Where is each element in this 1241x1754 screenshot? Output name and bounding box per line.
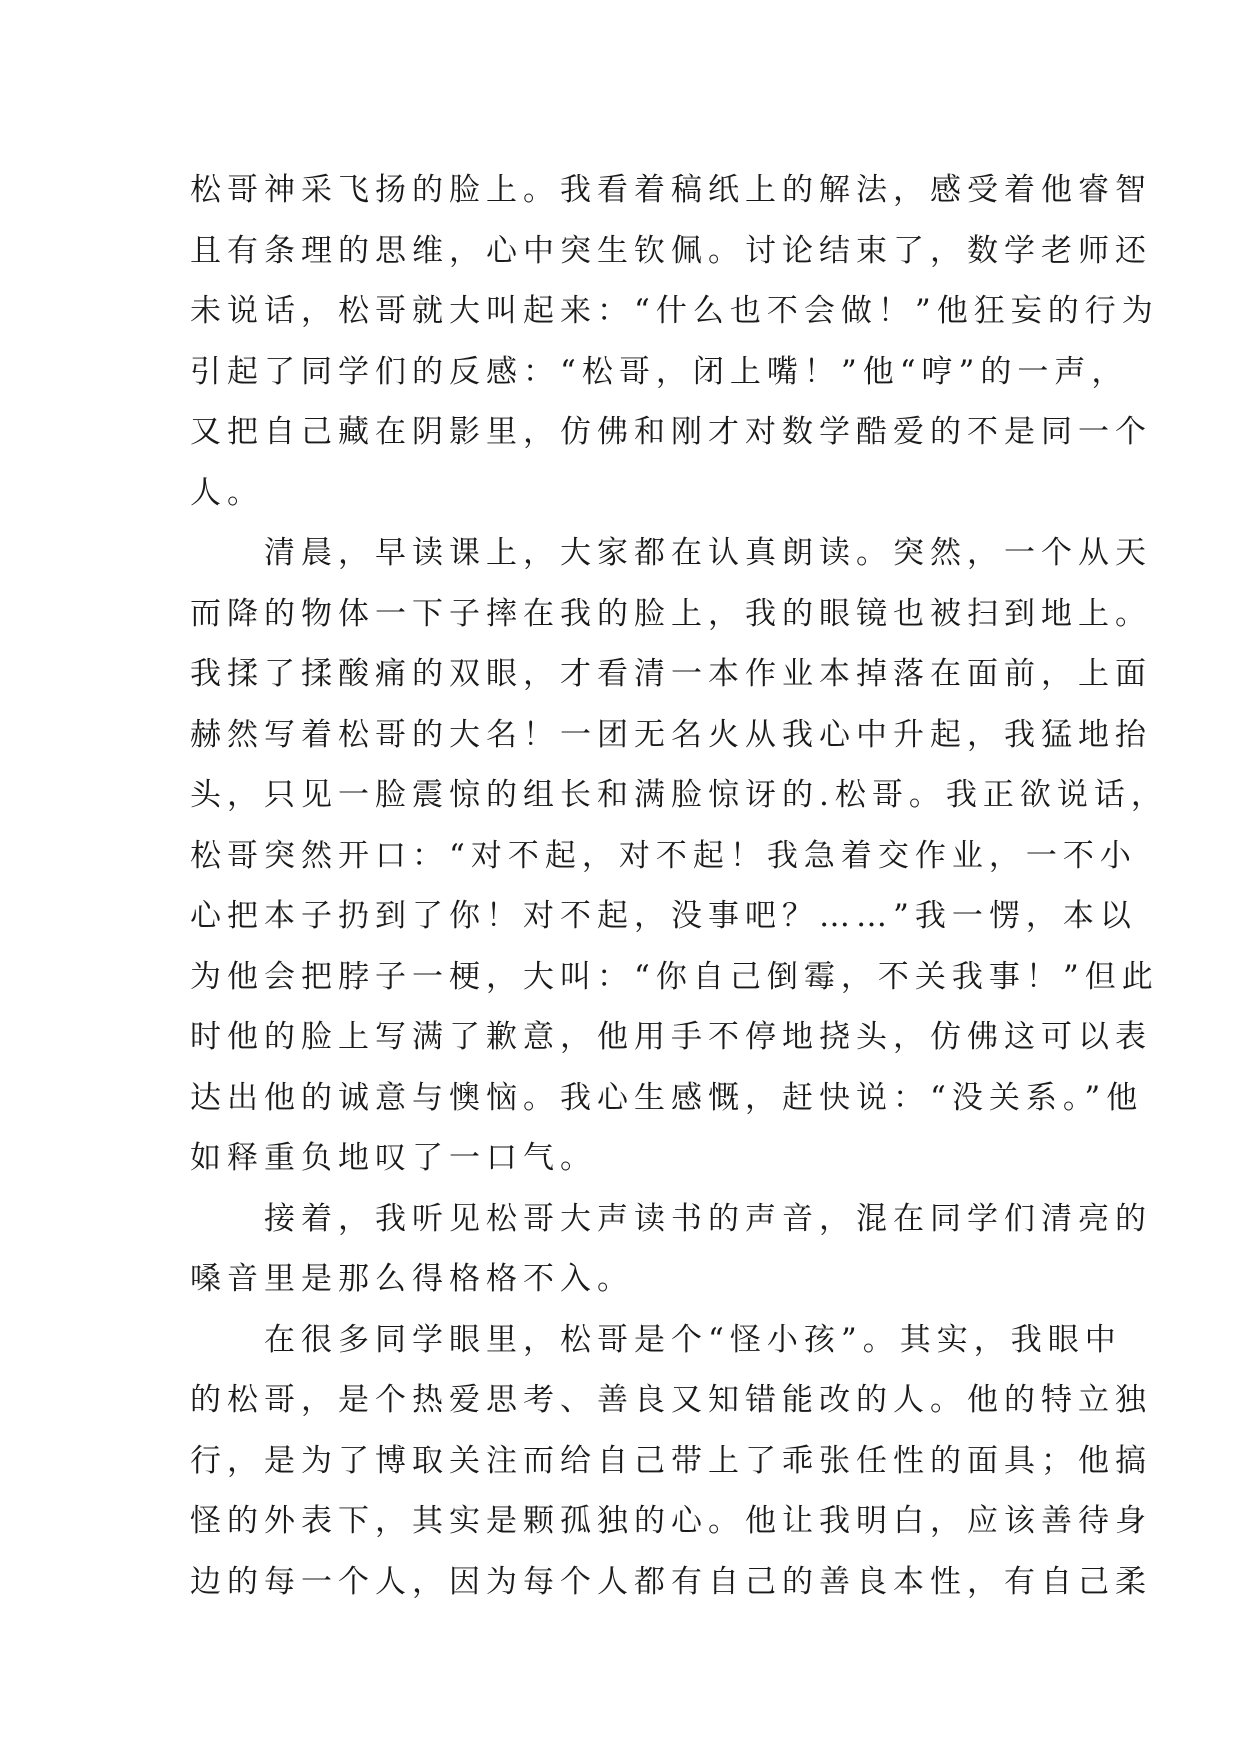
- text-line: 嗓音里是那么得格格不入。: [190, 1261, 634, 1297]
- text-line: 为他会把脖子一梗，大叫：“你自己倒霉，不关我事！”但此: [190, 958, 1159, 995]
- text-line: 松哥突然开口：“对不起，对不起！我急着交作业，一不小: [190, 837, 1137, 874]
- text-line: 又把自己藏在阴影里，仿佛和刚才对数学酷爱的不是同一个: [190, 414, 1152, 450]
- text-line: 头，只见一脸震惊的组长和满脸惊讶的.松哥。我正欲说话，: [190, 777, 1168, 813]
- text-line: 在很多同学眼里，松哥是个“怪小孩”。其实，我眼中: [190, 1321, 1122, 1358]
- text-line: 行，是为了博取关注而给自己带上了乖张任性的面具；他搞: [190, 1442, 1152, 1479]
- text-line: 未说话，松哥就大叫起来：“什么也不会做！”他狂妄的行为: [190, 293, 1159, 329]
- body-text: [190, 160, 1168, 1612]
- text-line: 而降的物体一下子摔在我的脸上，我的眼镜也被扫到地上。: [190, 595, 1152, 632]
- text-line: 接着，我听见松哥大声读书的声音，混在同学们清亮的: [190, 1200, 1152, 1237]
- text-line: 引起了同学们的反感：“松哥，闭上嘴！”他“哼”的一声，: [190, 353, 1129, 390]
- text-line: 边的每一个人，因为每个人都有自己的善良本性，有自己柔: [190, 1563, 1152, 1600]
- text-line: 清晨，早读课上，大家都在认真朗读。突然，一个从天: [190, 535, 1152, 571]
- text-line: 我揉了揉酸痛的双眼，才看清一本作业本掉落在面前，上面: [190, 656, 1152, 692]
- text-line: 达出他的诚意与懊恼。我心生感慨，赶快说：“没关系。”他: [190, 1079, 1144, 1116]
- text-line: 松哥神采飞扬的脸上。我看着稿纸上的解法，感受着他睿智: [190, 172, 1152, 208]
- text-line: 且有条理的思维，心中突生钦佩。讨论结束了，数学老师还: [190, 232, 1152, 269]
- text-line: 赫然写着松哥的大名！一团无名火从我心中升起，我猛地抬: [190, 716, 1152, 753]
- text-line: 的松哥，是个热爱思考、善良又知错能改的人。他的特立独: [190, 1382, 1152, 1418]
- text-line: 人。: [190, 474, 264, 511]
- text-line: 时他的脸上写满了歉意，他用手不停地挠头，仿佛这可以表: [190, 1019, 1152, 1055]
- text-line: 心把本子扔到了你！对不起，没事吧？……”我一愣，本以: [190, 898, 1137, 934]
- text-line: 怪的外表下，其实是颗孤独的心。他让我明白，应该善待身: [190, 1503, 1152, 1539]
- text-line: 如释重负地叹了一口气。: [190, 1140, 597, 1176]
